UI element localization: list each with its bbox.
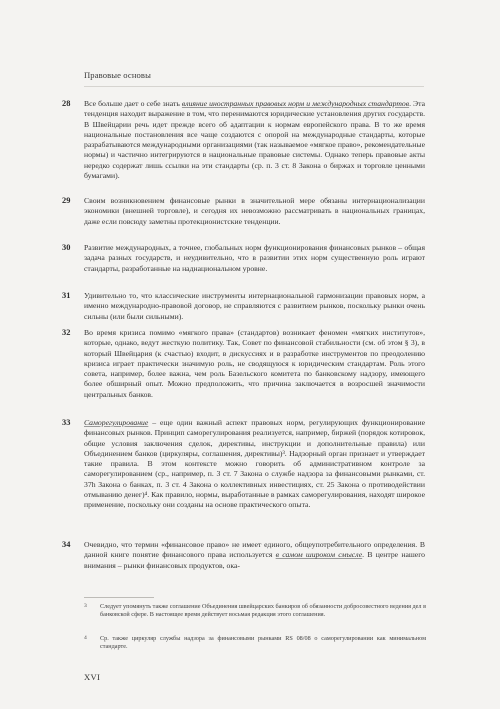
- text-run: Все больше дает о себе знать: [84, 99, 182, 108]
- footnote-text: Следует упомянуть также соглашение Объединения швейцарских банкиров об обязанности добросовестного ведения дел в банковской сфере. В настоящее время действует восьмая редакция этого соглашения.: [100, 603, 426, 619]
- paragraph-number: 30: [62, 243, 71, 252]
- footnote-number: 3: [84, 603, 87, 609]
- emphasis-run: влияние иностранных правовых норм и международных стандартов: [181, 99, 410, 108]
- paragraph-number: 28: [62, 99, 71, 108]
- paragraph-number: 31: [62, 291, 71, 300]
- paragraph-text: Своим возникновением финансовые рынки в значительной мере обязаны интернационализации экономики (внешней торговле), и сегодня их невозможно рассматривать в национальных границах, даже если повсюду заметны протекционистские тенденции.: [84, 196, 425, 226]
- footnote-rule: [84, 597, 154, 598]
- text-run: . В центре нашего внимания – рынки финансовых продуктов, ока-: [84, 550, 425, 570]
- paragraph-number: 32: [62, 328, 71, 337]
- paragraph-text: [84, 540, 425, 571]
- emphasis-run: в самом широком смысле: [275, 550, 363, 560]
- footnote-number: 4: [84, 635, 87, 641]
- text-run: – еще один важный аспект правовых норм, регулирующих функционирование финансовых рынков. Принцип саморегулирования реализуется, например, биржей (порядок котировок, общие условия заключения сделок, директивы, инструкции и дополнительные правила) или Объединением банков (циркуляры, соглашения, директивы)³. Надзорный орган признает и утверждает такие правила. В этом контексте можно говорить об административном контроле за саморегулированием (ср., например, п. 3 ст. 7 Закона о службе надзора за финансовыми рынками, ст. 37h Закона о банках, п. 3 ст. 4 Закона о коллективных инвестициях, ст. 25 Закона о противодействии отмыванию денег)⁴. Как правило, нормы, выработанные в рамках саморегулирования, находят широкое применение, поскольку они созданы на основе практического опыта.: [84, 418, 425, 510]
- page-number: XVI: [84, 672, 101, 682]
- text-run: . Эта тенденция находит выражение в том, что перенимаются юридические установления других государств. В Швейцарии речь идет прежде всего об адаптации к нормам европейского права. В то же время национальные постановления все чаще создаются с опорой на международные стандарты, которые разрабатываются международными организациями (так называемое «мягкое право», рекомендательные нормы) и частично интегрируются в национальные правовые системы. Однако теперь правовые акты нередко содержат лишь ссылки на эти стандарты (ср. п. 3 ст. 8 Закона о биржах и торговле ценными бумагами).: [84, 99, 425, 181]
- paragraph-number: 29: [62, 196, 71, 205]
- paragraph-number: 34: [62, 540, 71, 549]
- paragraph-text: [84, 418, 425, 511]
- running-head: Правовые основы: [84, 70, 151, 80]
- paragraph-text: Во время кризиса помимо «мягкого права» (стандартов) возникает феномен «мягких институтов», которые, однако, ведут жесткую политику. Так, Совет по финансовой стабильности (см. об этом § 3), в который Швейцария (к счастью) входит, в дискуссиях и в разработке инструментов по преодолению кризиса играет практически значимую роль, не сводящуюся к юридическим стандартам. Роль этого совета, например, более важна, чем роль Базельского комитета по банковскому надзору, имеющего более обширный опыт. Можно предположить, что причина заключается в возросшей значимости центральных банков.: [84, 328, 425, 399]
- paragraph-text: [84, 99, 425, 181]
- text-run: Очевидно, что термин «финансовое право» не имеет единого, общеупотребительного определения. В данной книге понятие финансового права используется: [84, 540, 425, 560]
- header-rule: [84, 86, 424, 87]
- footnote-text: Ср. также циркуляр службы надзора за финансовыми рынками RS 08/08 о саморегулировании как минимальном стандарте.: [100, 635, 426, 651]
- paragraph-number: 33: [62, 418, 71, 427]
- paragraph-text: Развитие международных, а точнее, глобальных норм функционирования финансовых рынков – общая задача разных государств, и неудивительно, что в развитии этих норм существенную роль играют стандарты, разработанные на наднациональном уровне.: [84, 243, 425, 273]
- paragraph-text: Удивительно то, что классические инструменты интернациональной гармонизации правовых норм, а именно международно-правовой договор, не справляются с развитием рынков, поскольку рынки очень сильны (или были сильными).: [84, 291, 425, 321]
- emphasis-run: Саморегулирование: [84, 418, 149, 427]
